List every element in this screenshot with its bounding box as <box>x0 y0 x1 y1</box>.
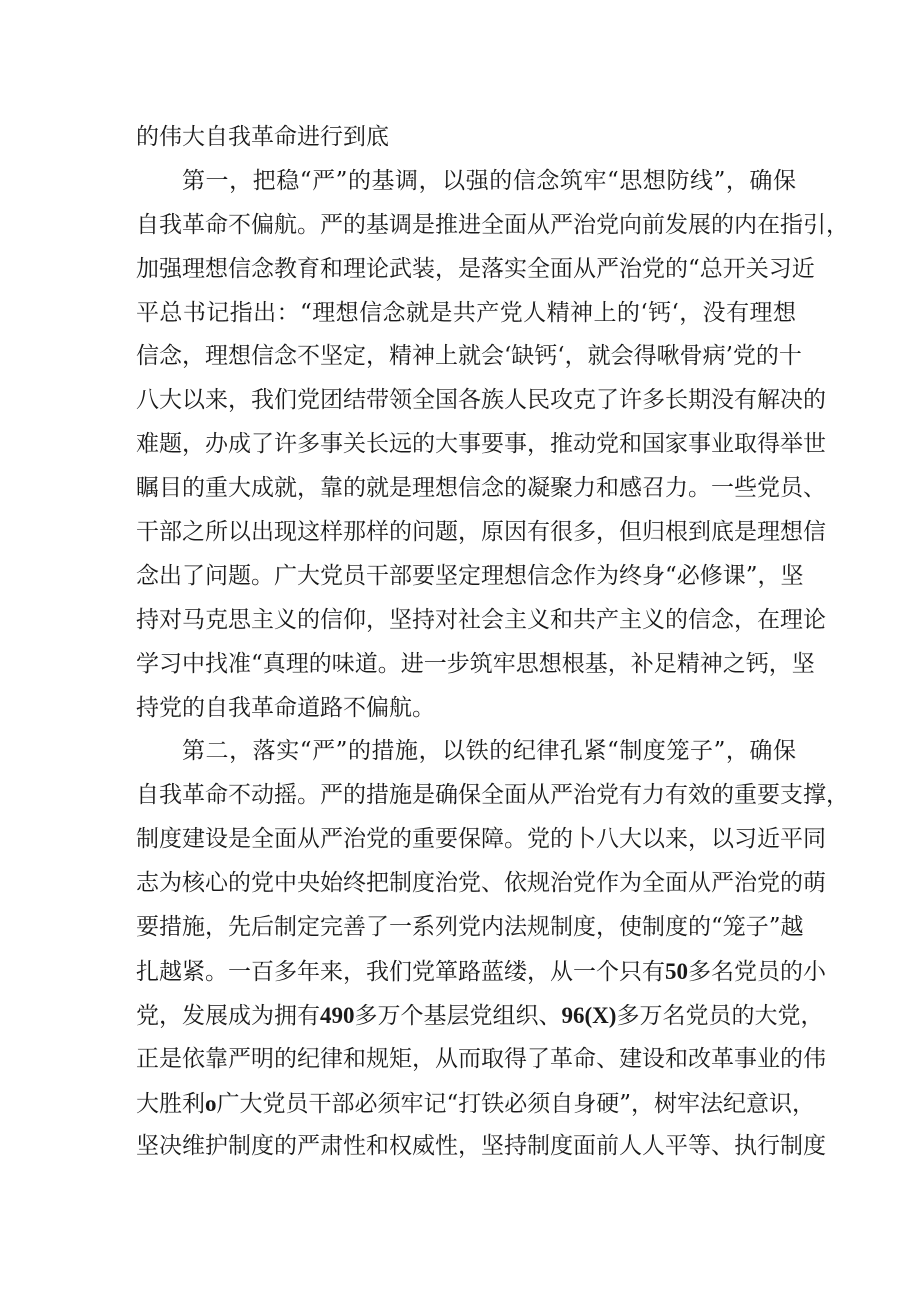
text-line: 信念，理想信念不坚定，精神上就会‘缺钙‘，就会得啾骨病’党的十 <box>136 343 802 370</box>
text-line: 第一，把稳“严”的基调，以强的信念筑牢“思想防线”，确保 <box>182 167 796 194</box>
text-line: 自我革命不偏航。严的基调是推进全面从严治党向前发展的内在指引， <box>136 211 849 238</box>
body-text <box>136 116 849 1169</box>
text-line: 干部之所以出现这样那样的问题，原因有很多，但归根到底是理想信 <box>136 519 826 546</box>
text-line: 难题，办成了许多事关长远的大事要事，推动党和国家事业取得举世 <box>136 431 826 458</box>
text-line: 扎越紧。一百多年来，我们党箪路蓝缕，从一个只有50多名党员的小 <box>136 958 826 985</box>
text-line: 持对马克思主义的信仰，坚持对社会主义和共产主义的信念，在理论 <box>136 606 826 633</box>
text-line: 坚决维护制度的严肃性和权威性，坚持制度面前人人平等、执行制度 <box>136 1133 826 1160</box>
text-line: 正是依靠严明的纪律和规矩，从而取得了革命、建设和改革事业的伟 <box>136 1045 826 1072</box>
text-line: 瞩目的重大成就，靠的就是理想信念的凝聚力和感召力。一些党员、 <box>136 475 826 502</box>
text-line: 念出了问题。广大党员干部要坚定理想信念作为终身“必修课”，坚 <box>136 562 804 589</box>
text-line: 第二，落实“严”的措施，以铁的纪律孔紧“制度笼子”，确保 <box>182 738 796 765</box>
text-line: 持党的自我革命道路不偏航。 <box>136 694 435 721</box>
text-line: 加强理想信念教育和理论武装，是落实全面从严治党的“总开关习近 <box>136 255 815 282</box>
text-line: 八大以来，我们党团结带领全国各族人民攻克了许多长期没有解决的 <box>136 387 826 414</box>
text-line: 制度建设是全面从严治党的重要保障。党的卜八大以来，以习近平同 <box>136 826 826 853</box>
text-line: 大胜利o广大党员干部必须牢记“打铁必须自身硬”，树牢法纪意识， <box>136 1090 816 1117</box>
text-line: 党，发展成为拥有490多万个基层党组织、96(X)多万名党员的大党， <box>136 1002 824 1029</box>
text-line: 平总书记指出：“理想信念就是共产党人精神上的‘钙‘，没有理想 <box>136 299 796 326</box>
text-line: 的伟大自我革命进行到底 <box>136 124 389 150</box>
text-line: 学习中找准“真理的味道。进一步筑牢思想根基，补足精神之钙，坚 <box>136 650 815 677</box>
text-line: 要措施，先后制定完善了一系列党内法规制度，使制度的“笼子”越 <box>136 914 804 941</box>
text-line: 志为核心的党中央始终把制度治党、依规治党作为全面从严治党的萌 <box>136 870 826 897</box>
text-line: 自我革命不动摇。严的措施是确保全面从严治党有力有效的重要支撑， <box>136 782 849 809</box>
